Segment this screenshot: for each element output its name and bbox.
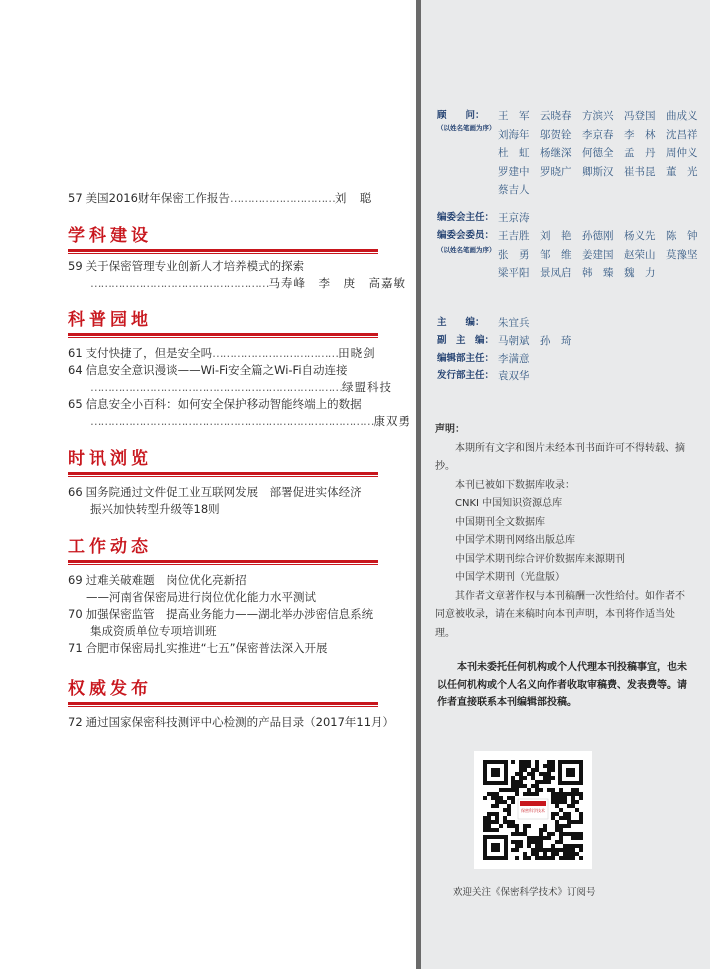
submission-notice: 本刊未委托任何机构或个人代理本刊投稿事宜，也未以任何机构或个人名义向作者收取审稿费、发表费等。请作者直接联系本刊编辑部投稿。 xyxy=(437,662,687,708)
director-name: 王京涛 xyxy=(498,212,530,224)
director-label: 编委会主任： xyxy=(437,212,495,223)
entry-title: 加强保密监管 提高业务能力——湖北举办涉密信息系统 xyxy=(85,607,374,621)
advisors-order-note: （以姓名笔画为序） xyxy=(437,124,496,132)
toc-entry-65[interactable]: 65 信息安全小百科：如何安全保护移动智能终端上的数据 xyxy=(68,397,362,411)
advisor-name: 周仲义 xyxy=(666,147,698,159)
leader-dots: …………………………………………… xyxy=(90,276,269,290)
database-item: 中国学术期刊综合评价数据库来源期刊 xyxy=(455,553,625,565)
committee-member-name: 张 勇 xyxy=(498,248,530,261)
toc-entry-59-author-line xyxy=(90,275,406,292)
toc-entry-61[interactable]: 61 支付快捷了，但是安全吗………………………………田晓剑 xyxy=(68,346,376,360)
members-order-note: （以姓名笔画为序） xyxy=(437,246,496,254)
entry-title-continued: 集成资质单位专项培训班 xyxy=(90,624,217,638)
advisor-name: 王 军 xyxy=(498,110,530,122)
advisors-label: 顾 问： xyxy=(437,110,485,121)
advisor-name: 刘海年 xyxy=(498,128,530,141)
toc-entry-69[interactable]: 69 过难关破难题 岗位优化亮新招 xyxy=(68,573,247,587)
committee-member-name: 韩 臻 xyxy=(582,267,614,279)
advisors-list xyxy=(498,107,708,200)
entry-author: 马寿峰 李 庚 高嘉敏 xyxy=(268,276,406,290)
committee-member-name: 姜建国 xyxy=(582,248,614,261)
section-title-news: 时讯浏览 xyxy=(68,449,152,469)
advisor-name: 李京春 xyxy=(582,128,614,141)
toc-entry-57[interactable]: 57 美国2016财年保密工作报告…………………………刘 聪 xyxy=(68,191,373,205)
entry-title: 过难关破难题 岗位优化亮新招 xyxy=(85,573,247,587)
declaration-paragraph: 本刊已被如下数据库收录： xyxy=(455,479,575,491)
entry-author: 刘 聪 xyxy=(334,191,373,205)
committee-member-name: 孙德刚 xyxy=(582,230,614,242)
advisor-name: 云晓春 xyxy=(540,110,572,122)
section-rule xyxy=(68,333,378,336)
toc-entry-71[interactable]: 71 合肥市保密局扎实推进“七五”保密普法深入开展 xyxy=(68,641,328,655)
section-title-official-release: 权威发布 xyxy=(68,679,152,699)
qr-caption: 欢迎关注《保密科学技术》订阅号 xyxy=(453,887,596,898)
section-title-discipline: 学科建设 xyxy=(68,226,152,246)
committee-member-name: 魏 力 xyxy=(624,267,656,279)
committee-member-name: 刘 艳 xyxy=(540,230,572,242)
toc-entry-66[interactable]: 66 国务院通过文件促工业互联网发展 部署促进实体经济 xyxy=(68,485,362,499)
advisor-name: 杨继深 xyxy=(540,147,572,159)
advisor-name: 罗建中 xyxy=(498,165,530,178)
advisor-name: 冯登国 xyxy=(624,110,656,122)
leader-dots: ……………………………………………………………………… xyxy=(90,414,374,428)
entry-title: 国务院通过文件促工业互联网发展 部署促进实体经济 xyxy=(85,485,362,499)
entry-author: 绿盟科技 xyxy=(342,380,392,394)
committee-member-name: 陈 钟 xyxy=(666,230,698,242)
qr-code-image xyxy=(474,751,592,869)
advisor-name: 蔡吉人 xyxy=(498,184,530,196)
committee-member-name: 莫豫坚 xyxy=(666,248,698,261)
committee-member-name: 王吉胜 xyxy=(498,230,530,242)
advisor-name: 邬贺铨 xyxy=(540,128,572,141)
office-name: 李满意 xyxy=(498,353,530,365)
deputy-label: 副 主 编： xyxy=(437,335,495,346)
committee-member-name: 梁平阳 xyxy=(498,267,530,279)
entry-title: 美国2016财年保密工作报告 xyxy=(85,191,230,205)
section-rule xyxy=(68,702,378,705)
members-list xyxy=(498,227,708,283)
leader-dots: ……………………………………………………………… xyxy=(90,380,342,394)
database-item: CNKI 中国知识资源总库 xyxy=(455,498,563,509)
advisor-name: 曲成义 xyxy=(666,110,698,122)
leader-dots: ……………………………… xyxy=(212,346,339,360)
dist-label: 发行部主任： xyxy=(437,370,495,381)
entry-title-continued: 振兴加快转型升级等18则 xyxy=(90,502,220,516)
declaration xyxy=(435,421,690,643)
editor-name: 朱宜兵 xyxy=(498,317,530,329)
section-rule xyxy=(68,560,378,563)
declaration-paragraph: 其作者文章著作权与本刊稿酬一次性给付。如作者不同意被收录，请在来稿时向本刊声明，本刊将作适当处理。 xyxy=(435,590,685,639)
committee-member-name: 赵荣山 xyxy=(624,248,656,261)
toc-entry-59[interactable]: 59 关于保密管理专业创新人才培养模式的探索 xyxy=(68,259,305,273)
toc-entry-64-author-line xyxy=(90,379,392,396)
database-item: 中国学术期刊网络出版总库 xyxy=(455,535,575,546)
qr-code[interactable] xyxy=(474,751,592,869)
entry-title: 支付快捷了，但是安全吗 xyxy=(85,346,213,360)
advisor-name: 卿斯汉 xyxy=(582,165,614,178)
advisor-name: 孟 丹 xyxy=(624,147,656,159)
toc-entry-64[interactable]: 64 信息安全意识漫谈——Wi-Fi安全篇之Wi-Fi自动连接 xyxy=(68,363,348,377)
entry-title: 信息安全意识漫谈——Wi-Fi安全篇之Wi-Fi自动连接 xyxy=(85,363,348,377)
entry-author: 康双勇 xyxy=(373,414,411,428)
members-label: 编委会委员： xyxy=(437,230,495,241)
declaration-paragraph: 本期所有文字和图片未经本刊书面许可不得转载、摘抄。 xyxy=(435,442,685,472)
committee-member-name: 杨义先 xyxy=(624,230,656,242)
toc-entry-70[interactable]: 70 加强保密监管 提高业务能力——湖北举办涉密信息系统 xyxy=(68,607,374,621)
section-title-work-news: 工作动态 xyxy=(68,537,152,557)
advisor-name: 董 光 xyxy=(666,165,698,178)
section-rule xyxy=(68,472,378,475)
entry-author: 田晓剑 xyxy=(338,346,376,360)
editor-label: 主 编： xyxy=(437,317,485,328)
entry-title: 信息安全小百科：如何安全保护移动智能终端上的数据 xyxy=(85,397,362,411)
section-title-popular-science: 科普园地 xyxy=(68,310,152,330)
committee-member-name: 景凤启 xyxy=(540,267,572,279)
entry-title: 合肥市保密局扎实推进“七五”保密普法深入开展 xyxy=(85,641,328,655)
advisor-name: 罗晓广 xyxy=(540,165,572,178)
entry-title: 关于保密管理专业创新人才培养模式的探索 xyxy=(85,259,305,273)
advisor-name: 方滨兴 xyxy=(582,110,614,122)
declaration-title: 声明： xyxy=(435,424,465,435)
advisor-name: 李 林 xyxy=(624,128,656,141)
advisor-name: 崔书昆 xyxy=(624,165,656,178)
committee-member-name: 邹 维 xyxy=(540,248,572,261)
office-label: 编辑部主任： xyxy=(437,353,495,364)
advisor-name: 何德全 xyxy=(582,147,614,159)
entry-title: 通过国家保密科技测评中心检测的产品目录（2017年11月） xyxy=(85,715,395,729)
leader-dots: ………………………… xyxy=(229,191,335,205)
database-item: 中国学术期刊（光盘版） xyxy=(455,572,565,583)
database-item: 中国期刊全文数据库 xyxy=(455,516,545,528)
entry-subtitle: ——河南省保密局进行岗位优化能力水平测试 xyxy=(86,590,316,604)
toc-entry-72[interactable]: 72 通过国家保密科技测评中心检测的产品目录（2017年11月） xyxy=(68,715,395,729)
deputy-names: 马朝斌 孙 琦 xyxy=(498,335,572,347)
advisor-name: 沈昌祥 xyxy=(666,128,698,141)
dist-name: 袁双华 xyxy=(498,370,530,382)
qr-logo-text: 保密科学技术 xyxy=(521,808,545,813)
masthead-column xyxy=(421,0,710,969)
toc-entry-65-author-line xyxy=(90,413,411,430)
advisor-name: 杜 虹 xyxy=(498,147,530,159)
section-rule xyxy=(68,249,378,252)
